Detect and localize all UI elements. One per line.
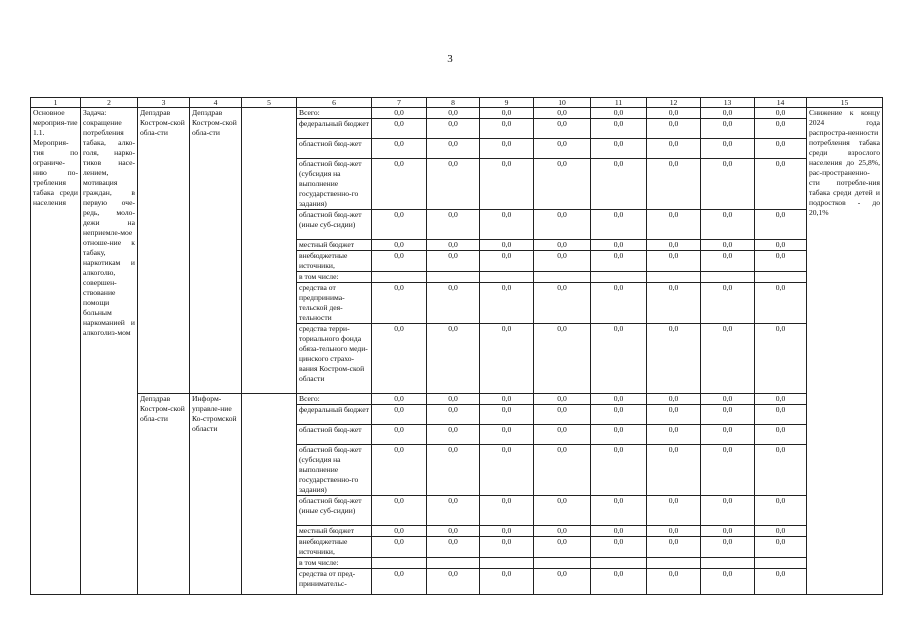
value-cell: 0,0 (701, 394, 755, 405)
value-cell: 0,0 (647, 240, 701, 251)
value-cell: 0,0 (427, 283, 480, 324)
value-cell (647, 558, 701, 569)
value-cell: 0,0 (755, 537, 807, 558)
value-cell: 0,0 (591, 496, 647, 526)
funding-source: областной бюд-жет (иные суб-сидии) (297, 210, 372, 240)
column-header-5: 5 (242, 98, 297, 108)
value-cell: 0,0 (647, 139, 701, 159)
column-header-3: 3 (138, 98, 190, 108)
value-cell: 0,0 (591, 251, 647, 272)
funding-source: Всего: (297, 108, 372, 119)
value-cell: 0,0 (534, 251, 591, 272)
value-cell: 0,0 (755, 526, 807, 537)
value-cell: 0,0 (701, 324, 755, 394)
value-cell: 0,0 (534, 139, 591, 159)
funding-source: средства от пред-принимательс- (297, 569, 372, 595)
funding-source: внебюджетные источники, (297, 251, 372, 272)
value-cell: 0,0 (427, 324, 480, 394)
value-cell: 0,0 (534, 324, 591, 394)
column-header-2: 2 (81, 98, 138, 108)
value-cell: 0,0 (591, 324, 647, 394)
value-cell: 0,0 (647, 394, 701, 405)
value-cell: 0,0 (647, 405, 701, 425)
value-cell: 0,0 (701, 526, 755, 537)
value-cell: 0,0 (701, 119, 755, 139)
value-cell: 0,0 (534, 496, 591, 526)
value-cell: 0,0 (372, 445, 427, 496)
value-cell (480, 558, 534, 569)
value-cell (701, 272, 755, 283)
value-cell: 0,0 (591, 537, 647, 558)
value-cell: 0,0 (647, 425, 701, 445)
value-cell: 0,0 (755, 210, 807, 240)
table-row (31, 394, 883, 405)
value-cell: 0,0 (534, 240, 591, 251)
col5-cell (242, 108, 297, 394)
value-cell (372, 272, 427, 283)
value-cell: 0,0 (480, 283, 534, 324)
value-cell: 0,0 (372, 569, 427, 595)
funding-source: федеральный бюджет (297, 119, 372, 139)
value-cell: 0,0 (372, 405, 427, 425)
funding-source: местный бюджет (297, 526, 372, 537)
funding-source: в том числе: (297, 558, 372, 569)
value-cell: 0,0 (591, 240, 647, 251)
value-cell: 0,0 (591, 425, 647, 445)
value-cell: 0,0 (372, 394, 427, 405)
measure-cell: Основное мероприя-тие 1.1. Мероприя-тия по ограниче-нию по-требления табака среди населения (31, 108, 81, 595)
value-cell: 0,0 (755, 394, 807, 405)
funding-source: областной бюд-жет (субсидия на выполнение государственно-го задания) (297, 445, 372, 496)
value-cell: 0,0 (372, 251, 427, 272)
value-cell (534, 272, 591, 283)
value-cell: 0,0 (480, 324, 534, 394)
funding-source: средства терри-ториального фонда обяза-тельного меди-цинского страхо-вания Костром-ской области (297, 324, 372, 394)
value-cell: 0,0 (755, 108, 807, 119)
value-cell: 0,0 (534, 159, 591, 210)
value-cell: 0,0 (372, 283, 427, 324)
value-cell: 0,0 (372, 240, 427, 251)
value-cell: 0,0 (701, 283, 755, 324)
value-cell (427, 558, 480, 569)
value-cell: 0,0 (480, 240, 534, 251)
column-header-10: 10 (534, 98, 591, 108)
value-cell (591, 558, 647, 569)
value-cell (647, 272, 701, 283)
column-header-13: 13 (701, 98, 755, 108)
table-row (31, 108, 883, 119)
value-cell: 0,0 (427, 425, 480, 445)
funding-source: в том числе: (297, 272, 372, 283)
value-cell: 0,0 (372, 526, 427, 537)
table-body (31, 108, 883, 595)
value-cell: 0,0 (480, 394, 534, 405)
value-cell: 0,0 (427, 251, 480, 272)
value-cell: 0,0 (701, 537, 755, 558)
value-cell: 0,0 (755, 405, 807, 425)
funding-source: федеральный бюджет (297, 405, 372, 425)
executor-cell: Депздрав Костром-ской обла-сти (138, 108, 190, 394)
value-cell: 0,0 (372, 139, 427, 159)
value-cell: 0,0 (647, 496, 701, 526)
header-row (31, 98, 883, 108)
value-cell: 0,0 (427, 159, 480, 210)
value-cell: 0,0 (427, 108, 480, 119)
value-cell: 0,0 (701, 210, 755, 240)
value-cell: 0,0 (534, 119, 591, 139)
coexecutor-cell: Депздрав Костром-ской обла-сти (190, 108, 242, 394)
column-header-8: 8 (427, 98, 480, 108)
value-cell: 0,0 (701, 240, 755, 251)
column-header-11: 11 (591, 98, 647, 108)
value-cell: 0,0 (591, 394, 647, 405)
column-header-9: 9 (480, 98, 534, 108)
value-cell: 0,0 (647, 283, 701, 324)
value-cell: 0,0 (480, 425, 534, 445)
value-cell: 0,0 (591, 159, 647, 210)
value-cell: 0,0 (647, 445, 701, 496)
value-cell: 0,0 (372, 108, 427, 119)
value-cell: 0,0 (755, 569, 807, 595)
value-cell: 0,0 (591, 283, 647, 324)
value-cell: 0,0 (591, 569, 647, 595)
funding-source: областной бюд-жет (297, 425, 372, 445)
coexecutor-cell: Информ-управле-ние Ко-стромской области (190, 394, 242, 595)
value-cell: 0,0 (647, 569, 701, 595)
value-cell: 0,0 (755, 425, 807, 445)
value-cell: 0,0 (427, 537, 480, 558)
value-cell: 0,0 (701, 108, 755, 119)
executor-cell: Депздрав Костром-ской обла-сти (138, 394, 190, 595)
value-cell: 0,0 (701, 159, 755, 210)
value-cell: 0,0 (372, 425, 427, 445)
funding-source: областной бюд-жет (субсидия на выполнение государственно-го задания) (297, 159, 372, 210)
value-cell: 0,0 (480, 445, 534, 496)
page-number: 3 (447, 53, 453, 65)
value-cell: 0,0 (647, 210, 701, 240)
value-cell: 0,0 (427, 445, 480, 496)
value-cell: 0,0 (591, 445, 647, 496)
value-cell: 0,0 (755, 324, 807, 394)
value-cell: 0,0 (427, 526, 480, 537)
value-cell: 0,0 (591, 210, 647, 240)
value-cell: 0,0 (701, 139, 755, 159)
value-cell: 0,0 (427, 119, 480, 139)
value-cell: 0,0 (647, 324, 701, 394)
value-cell (427, 272, 480, 283)
value-cell: 0,0 (701, 569, 755, 595)
value-cell: 0,0 (534, 394, 591, 405)
column-header-7: 7 (372, 98, 427, 108)
value-cell: 0,0 (534, 210, 591, 240)
value-cell: 0,0 (372, 496, 427, 526)
column-header-12: 12 (647, 98, 701, 108)
value-cell: 0,0 (480, 139, 534, 159)
value-cell: 0,0 (427, 569, 480, 595)
value-cell: 0,0 (480, 537, 534, 558)
value-cell (480, 272, 534, 283)
value-cell: 0,0 (701, 405, 755, 425)
value-cell (534, 558, 591, 569)
value-cell: 0,0 (480, 405, 534, 425)
value-cell: 0,0 (427, 405, 480, 425)
value-cell (591, 272, 647, 283)
value-cell: 0,0 (647, 119, 701, 139)
value-cell (755, 558, 807, 569)
value-cell: 0,0 (591, 139, 647, 159)
value-cell: 0,0 (427, 240, 480, 251)
value-cell: 0,0 (427, 139, 480, 159)
value-cell: 0,0 (534, 405, 591, 425)
value-cell: 0,0 (534, 425, 591, 445)
value-cell: 0,0 (372, 324, 427, 394)
value-cell: 0,0 (372, 159, 427, 210)
value-cell: 0,0 (480, 119, 534, 139)
expected-result-cell: Снижение к концу 2024 года распростра-ненности потребления табака среди взрослого населения до 25,8%, рас-пространенно-сти потребле-ния табака среди детей и подростков - до 20,1% (807, 108, 883, 595)
value-cell: 0,0 (372, 119, 427, 139)
value-cell: 0,0 (427, 210, 480, 240)
value-cell: 0,0 (534, 445, 591, 496)
value-cell: 0,0 (591, 119, 647, 139)
value-cell: 0,0 (480, 108, 534, 119)
column-header-4: 4 (190, 98, 242, 108)
funding-source: областной бюд-жет (297, 139, 372, 159)
value-cell (755, 272, 807, 283)
value-cell: 0,0 (480, 569, 534, 595)
value-cell (372, 558, 427, 569)
value-cell: 0,0 (755, 496, 807, 526)
value-cell: 0,0 (701, 251, 755, 272)
funding-source: областной бюд-жет (иные суб-сидии) (297, 496, 372, 526)
value-cell: 0,0 (755, 139, 807, 159)
value-cell: 0,0 (534, 537, 591, 558)
funding-source: Всего: (297, 394, 372, 405)
value-cell: 0,0 (480, 526, 534, 537)
value-cell: 0,0 (755, 445, 807, 496)
program-table (30, 97, 883, 595)
value-cell: 0,0 (480, 159, 534, 210)
value-cell: 0,0 (534, 569, 591, 595)
value-cell: 0,0 (534, 108, 591, 119)
col5-cell (242, 394, 297, 595)
value-cell: 0,0 (647, 108, 701, 119)
funding-source: местный бюджет (297, 240, 372, 251)
value-cell: 0,0 (591, 108, 647, 119)
value-cell: 0,0 (647, 537, 701, 558)
value-cell: 0,0 (701, 425, 755, 445)
value-cell: 0,0 (647, 159, 701, 210)
value-cell: 0,0 (755, 283, 807, 324)
value-cell: 0,0 (480, 496, 534, 526)
value-cell: 0,0 (427, 496, 480, 526)
value-cell: 0,0 (755, 119, 807, 139)
column-header-1: 1 (31, 98, 81, 108)
value-cell: 0,0 (755, 159, 807, 210)
value-cell: 0,0 (372, 210, 427, 240)
task-cell: Задача: сокращение потребления табака, алко-голя, нарко-тиков насе-лением, мотивация граждан, в первую оче-редь, моло-дежи на неприемле-мое отноше-ние к табаку, наркотикам и алкоголю, совершен-ствование помощи больным наркоманией и алкоголиз-мом (81, 108, 138, 595)
column-header-14: 14 (755, 98, 807, 108)
value-cell: 0,0 (701, 496, 755, 526)
value-cell: 0,0 (372, 537, 427, 558)
value-cell: 0,0 (701, 445, 755, 496)
value-cell: 0,0 (534, 526, 591, 537)
column-header-6: 6 (297, 98, 372, 108)
value-cell: 0,0 (755, 240, 807, 251)
value-cell: 0,0 (427, 394, 480, 405)
column-header-15: 15 (807, 98, 883, 108)
value-cell: 0,0 (755, 251, 807, 272)
value-cell: 0,0 (480, 251, 534, 272)
value-cell: 0,0 (647, 251, 701, 272)
funding-source: средства от предпринима-тельской дея-тельности (297, 283, 372, 324)
value-cell: 0,0 (480, 210, 534, 240)
value-cell: 0,0 (534, 283, 591, 324)
value-cell: 0,0 (591, 526, 647, 537)
value-cell: 0,0 (591, 405, 647, 425)
value-cell (701, 558, 755, 569)
value-cell: 0,0 (647, 526, 701, 537)
funding-source: внебюджетные источники, (297, 537, 372, 558)
